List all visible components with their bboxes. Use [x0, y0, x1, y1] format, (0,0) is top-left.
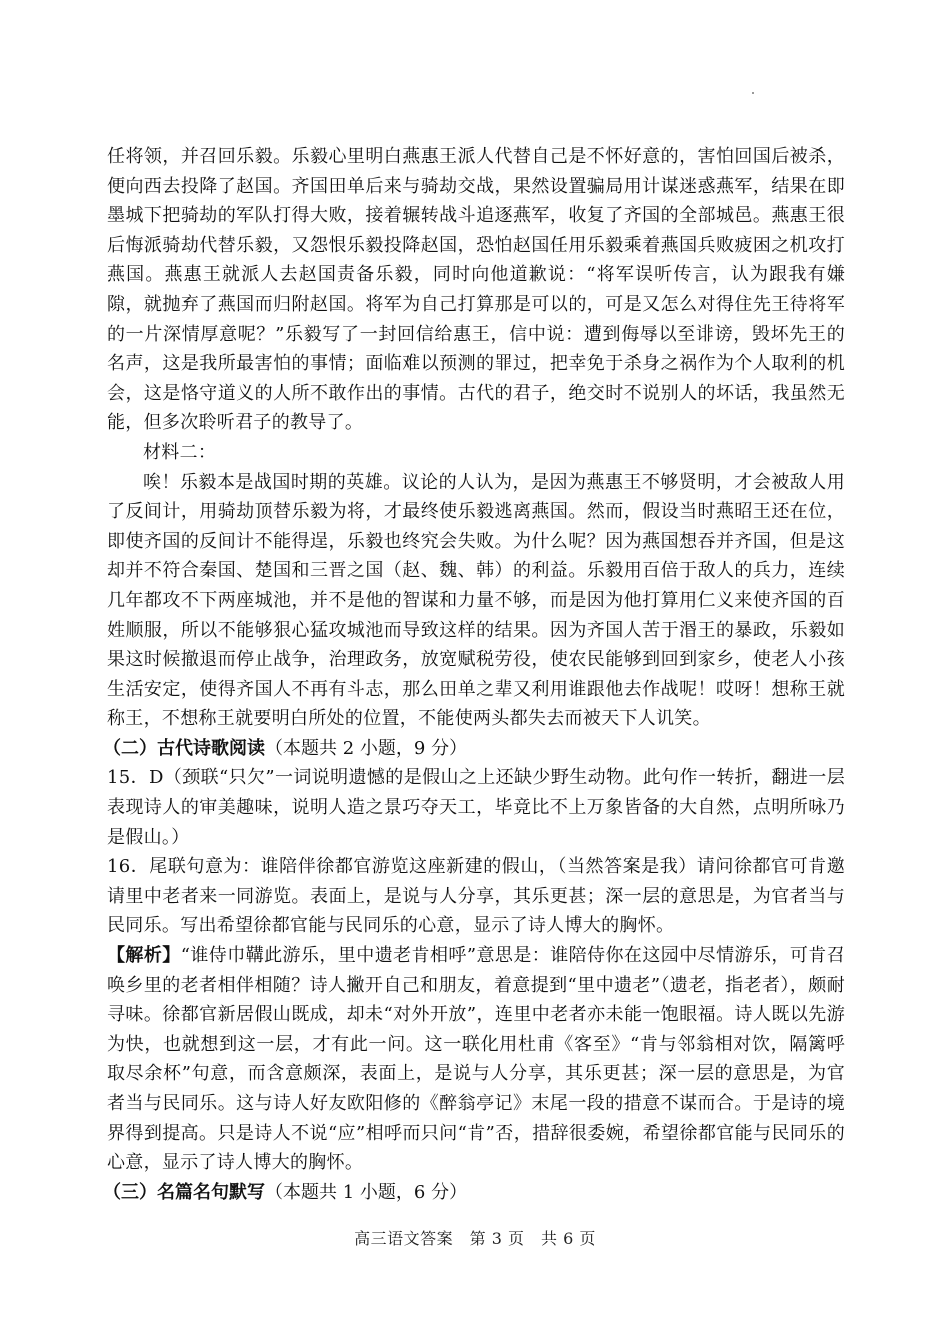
section2-title: （二）古代诗歌阅读 — [103, 737, 265, 759]
analysis-paragraph — [107, 941, 845, 1178]
page-footer: 高三语文答案 第 3 页 共 6 页 — [354, 1229, 596, 1248]
section2-note: （本题共 2 小题，9 分） — [265, 737, 468, 759]
section3-title: （三）名篇名句默写 — [103, 1181, 265, 1203]
analysis-text: “谁侍巾鞲此游乐，里中遗老肯相呼”意思是：谁陪侍你在这园中尽情游乐，可肯召唤乡里的老者相伴相随？诗人撇开自己和朋友，着意提到“里中遗老”（遗老，指老者），颇耐寻味。徐都官新居假山既成，却未“对外开放”，连里中老者亦未能一饱眼福。诗人既以先游为快，也就想到这一层，才有此一问。这一联化用杜甫《客至》“肯与邻翁相对饮，隔篱呼取尽余杯”句意，而含意颇深，表面上，是说与人分享，其乐更甚；深一层的意思是，为官者当与民同乐。这与诗人好友欧阳修的《醉翁亭记》末尾一段的措意不谋而合。于是诗的境界得到提高。只是诗人不说“应”相呼而只问“肯”否，措辞很委婉，希望徐都官能与民同乐的心意，显示了诗人博大的胸怀。 — [107, 945, 845, 1174]
question16-answer: 16．尾联句意为：谁陪伴徐都官游览这座新建的假山，（当然答案是我）请问徐都官可肯邀请里中老者来一同游览。表面上，是说与人分享，其乐更甚；深一层的意思是，为官者当与民同乐。写出希望徐都官能与民同乐的心意，显示了诗人博大的胸怀。 — [107, 856, 845, 937]
question15-answer: 15．D（颈联“只欠”一词说明遗憾的是假山之上还缺少野生动物。此句作一转折，翻进一层表现诗人的审美趣味，说明人造之景巧夺天工，毕竟比不上万象皆备的大自然，点明所咏乃是假山。） — [107, 767, 845, 848]
section2-heading — [103, 734, 845, 764]
section3-heading — [103, 1178, 845, 1208]
material2-paragraph: 唉！乐毅本是战国时期的英雄。议论的人认为，是因为燕惠王不够贤明，才会被敌人用了反间计，用骑劫顶替乐毅为将，才最终使乐毅逃离燕国。然而，假设当时燕昭王还在位，即使齐国的反间计不能得逞，乐毅也终究会失败。为什么呢？因为燕国想吞并齐国，但是这却并不符合秦国、楚国和三晋之国（赵、魏、韩）的利益。乐毅用百倍于敌人的兵力，连续几年都攻不下两座城池，并不是他的智谋和力量不够，而是因为他打算用仁义来使齐国的百姓顺服，所以不能够狠心猛攻城池而导致这样的结果。因为齐国人苦于湣王的暴政，乐毅如果这时候撤退而停止战争，治理政务，放宽赋税劳役，使农民能够到回到家乡，使老人小孩生活安定，使得齐国人不再有斗志，那么田单之辈又利用谁跟他去作战呢！哎呀！想称王就称王，不想称王就要明白所处的位置，不能使两头都失去而被天下人讥笑。 — [107, 471, 845, 730]
analysis-tag: 【解析】 — [107, 945, 181, 967]
material1-continued-paragraph: 任将领，并召回乐毅。乐毅心里明白燕惠王派人代替自己是不怀好意的，害怕回国后被杀，便向西去投降了赵国。齐国田单后来与骑劫交战，果然设置骗局用计谋迷惑燕军，结果在即墨城下把骑劫的军队打得大败，接着辗转战斗追逐燕军，收复了齐国的全部城邑。燕惠王很后悔派骑劫代替乐毅，又怨恨乐毅投降赵国，恐怕赵国任用乐毅乘着燕国兵败疲困之机攻打燕国。燕惠王就派人去赵国责备乐毅，同时向他道歉说：“将军误听传言，认为跟我有嫌隙，就抛弃了燕国而归附赵国。将军为自己打算那是可以的，可是又怎么对得住先王待将军的一片深情厚意呢？”乐毅写了一封回信给惠王，信中说：遭到侮辱以至诽谤，毁坏先王的名声，这是我所最害怕的事情；面临难以预测的罪过，把幸免于杀身之祸作为个人取利的机会，这是恪守道义的人所不敢作出的事情。古代的君子，绝交时不说别人的坏话，我虽然无能，但多次聆听君子的教导了。 — [107, 146, 845, 434]
answer-page-body — [103, 142, 845, 1207]
section3-note: （本题共 1 小题，6 分） — [265, 1181, 468, 1203]
material2-label: 材料二： — [143, 441, 217, 463]
scan-speck — [752, 92, 754, 94]
